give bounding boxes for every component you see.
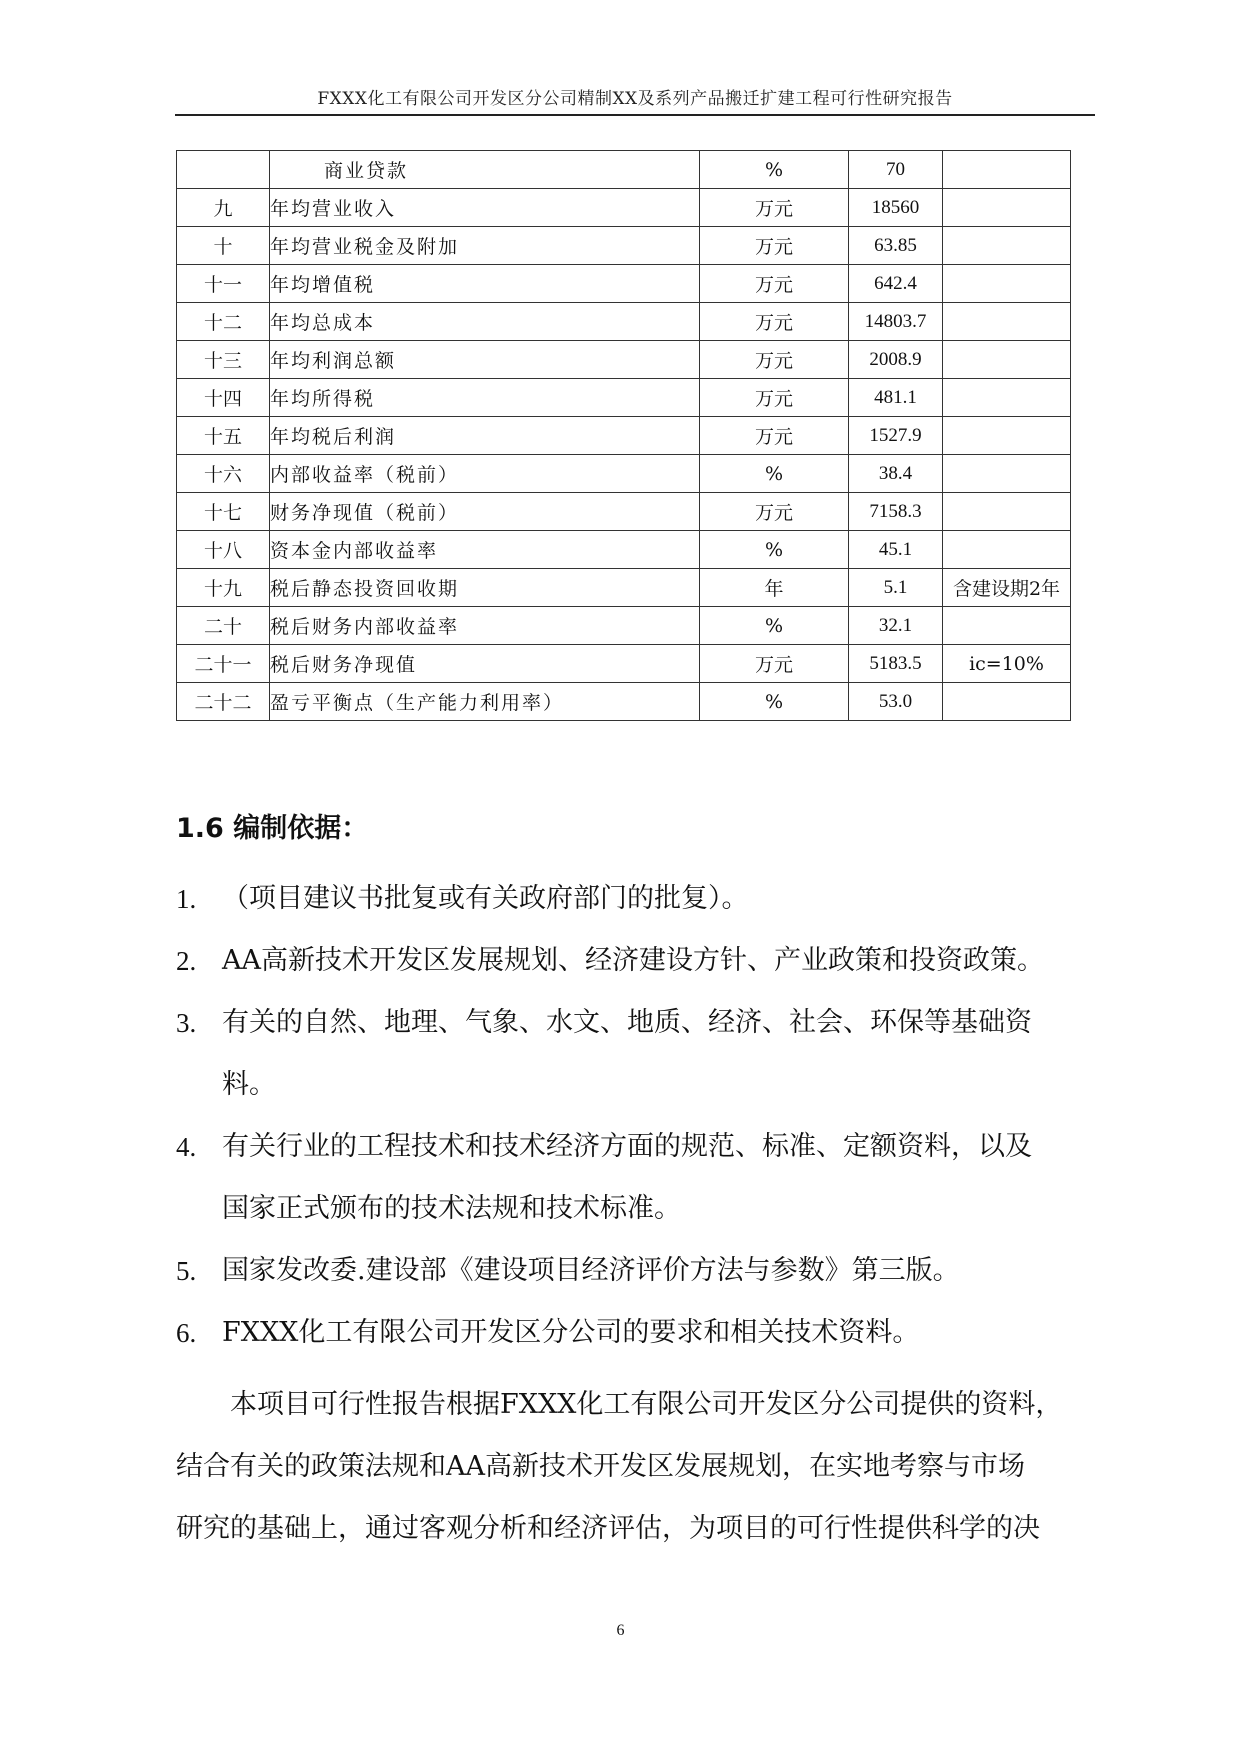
row-note (943, 265, 1071, 303)
row-value: 70 (849, 151, 943, 189)
header-rule (175, 114, 1095, 116)
list-item (176, 1240, 1096, 1302)
row-value: 18560 (849, 189, 943, 227)
row-unit: 万元 (700, 379, 849, 417)
row-item: 年均营业税金及附加 (270, 227, 700, 265)
row-number: 二十 (177, 607, 270, 645)
table-row (177, 417, 1071, 455)
list-item-text: 国家发改委.建设部《建设项目经济评价方法与参数》第三版。 (222, 1255, 960, 1286)
row-unit: % (700, 531, 849, 569)
row-item: 财务净现值（税前） (270, 493, 700, 531)
table-row (177, 645, 1071, 683)
list-item-number: 2. (176, 946, 197, 976)
list-item-text: FXXX化工有限公司开发区分公司的要求和相关技术资料。 (222, 1317, 920, 1348)
row-value: 53.0 (849, 683, 943, 721)
row-item: 税后财务净现值 (270, 645, 700, 683)
row-value: 32.1 (849, 607, 943, 645)
row-unit: 万元 (700, 645, 849, 683)
row-number: 十三 (177, 341, 270, 379)
row-note (943, 531, 1071, 569)
row-value: 1527.9 (849, 417, 943, 455)
list-item-number: 3. (176, 1008, 197, 1038)
row-item: 年均增值税 (270, 265, 700, 303)
row-note (943, 683, 1071, 721)
table-row (177, 683, 1071, 721)
row-item: 商业贷款 (270, 151, 700, 189)
table-row (177, 531, 1071, 569)
row-unit: 万元 (700, 227, 849, 265)
row-value: 7158.3 (849, 493, 943, 531)
row-number: 十八 (177, 531, 270, 569)
row-unit: 万元 (700, 341, 849, 379)
row-note (943, 607, 1071, 645)
list-item (176, 1302, 1096, 1364)
table-row (177, 189, 1071, 227)
row-value: 38.4 (849, 455, 943, 493)
row-value: 642.4 (849, 265, 943, 303)
row-note (943, 341, 1071, 379)
row-value: 45.1 (849, 531, 943, 569)
list-item-number: 6. (176, 1318, 197, 1348)
row-unit: 万元 (700, 265, 849, 303)
row-note (943, 455, 1071, 493)
table-row (177, 493, 1071, 531)
list-item-text: 有关的自然、地理、气象、水文、地质、经济、社会、环保等基础资 (222, 1007, 1032, 1038)
table-row (177, 607, 1071, 645)
row-note: ic=10% (943, 645, 1071, 683)
basis-list (176, 868, 1096, 1364)
list-item (176, 930, 1096, 992)
row-note (943, 151, 1071, 189)
row-number: 二十二 (177, 683, 270, 721)
row-item: 内部收益率（税前） (270, 455, 700, 493)
row-number: 十六 (177, 455, 270, 493)
list-item-text: AA高新技术开发区发展规划、经济建设方针、产业政策和投资政策。 (222, 945, 1044, 976)
list-item-text: 国家正式颁布的技术法规和技术标准。 (222, 1193, 681, 1224)
row-item: 年均总成本 (270, 303, 700, 341)
list-item-number: 5. (176, 1256, 197, 1286)
row-value: 5183.5 (849, 645, 943, 683)
row-number: 十四 (177, 379, 270, 417)
table-row (177, 227, 1071, 265)
row-number: 二十一 (177, 645, 270, 683)
row-note (943, 227, 1071, 265)
row-value: 481.1 (849, 379, 943, 417)
row-note (943, 189, 1071, 227)
paragraph-line: 本项目可行性报告根据FXXX化工有限公司开发区分公司提供的资料， (176, 1389, 1063, 1420)
row-unit: % (700, 151, 849, 189)
paragraph-line: 结合有关的政策法规和AA高新技术开发区发展规划，在实地考察与市场 (176, 1451, 1025, 1482)
row-unit: 万元 (700, 493, 849, 531)
table-row (177, 455, 1071, 493)
row-unit: 万元 (700, 417, 849, 455)
economic-indicator-table (176, 150, 1071, 721)
row-value: 14803.7 (849, 303, 943, 341)
row-number: 十九 (177, 569, 270, 607)
list-item-text: 有关行业的工程技术和技术经济方面的规范、标准、定额资料，以及 (222, 1131, 1032, 1162)
row-item: 盈亏平衡点（生产能力利用率） (270, 683, 700, 721)
row-number: 十 (177, 227, 270, 265)
row-item: 年均税后利润 (270, 417, 700, 455)
row-note: 含建设期2年 (943, 569, 1071, 607)
row-number: 十一 (177, 265, 270, 303)
table-row (177, 151, 1071, 189)
row-unit: 年 (700, 569, 849, 607)
row-value: 2008.9 (849, 341, 943, 379)
row-number: 十五 (177, 417, 270, 455)
row-value: 63.85 (849, 227, 943, 265)
row-item: 税后财务内部收益率 (270, 607, 700, 645)
table-row (177, 303, 1071, 341)
list-item-number: 4. (176, 1132, 197, 1162)
row-note (943, 493, 1071, 531)
row-number: 九 (177, 189, 270, 227)
row-unit: % (700, 455, 849, 493)
row-number: 十七 (177, 493, 270, 531)
running-header: FXXX化工有限公司开发区分公司精制XX及系列产品搬迁扩建工程可行性研究报告 (317, 89, 953, 109)
row-item: 年均所得税 (270, 379, 700, 417)
table-row (177, 569, 1071, 607)
body-paragraph (176, 1374, 1096, 1560)
table-row (177, 265, 1071, 303)
row-value: 5.1 (849, 569, 943, 607)
table-row (177, 379, 1071, 417)
row-note (943, 303, 1071, 341)
list-item (176, 1116, 1096, 1240)
page-number: 6 (616, 1622, 625, 1639)
row-unit: 万元 (700, 303, 849, 341)
section-heading: 1.6 编制依据： (176, 813, 369, 844)
row-number (177, 151, 270, 189)
row-unit: % (700, 607, 849, 645)
row-item: 税后静态投资回收期 (270, 569, 700, 607)
list-item (176, 992, 1096, 1116)
list-item-text: （项目建议书批复或有关政府部门的批复）。 (222, 883, 749, 914)
row-note (943, 417, 1071, 455)
row-item: 年均利润总额 (270, 341, 700, 379)
row-unit: 万元 (700, 189, 849, 227)
list-item-number: 1. (176, 884, 197, 914)
list-item (176, 868, 1096, 930)
row-number: 十二 (177, 303, 270, 341)
row-item: 年均营业收入 (270, 189, 700, 227)
row-item: 资本金内部收益率 (270, 531, 700, 569)
paragraph-line: 研究的基础上，通过客观分析和经济评估，为项目的可行性提供科学的决 (176, 1513, 1040, 1544)
table-row (177, 341, 1071, 379)
row-unit: % (700, 683, 849, 721)
list-item-text: 料。 (222, 1069, 276, 1100)
row-note (943, 379, 1071, 417)
